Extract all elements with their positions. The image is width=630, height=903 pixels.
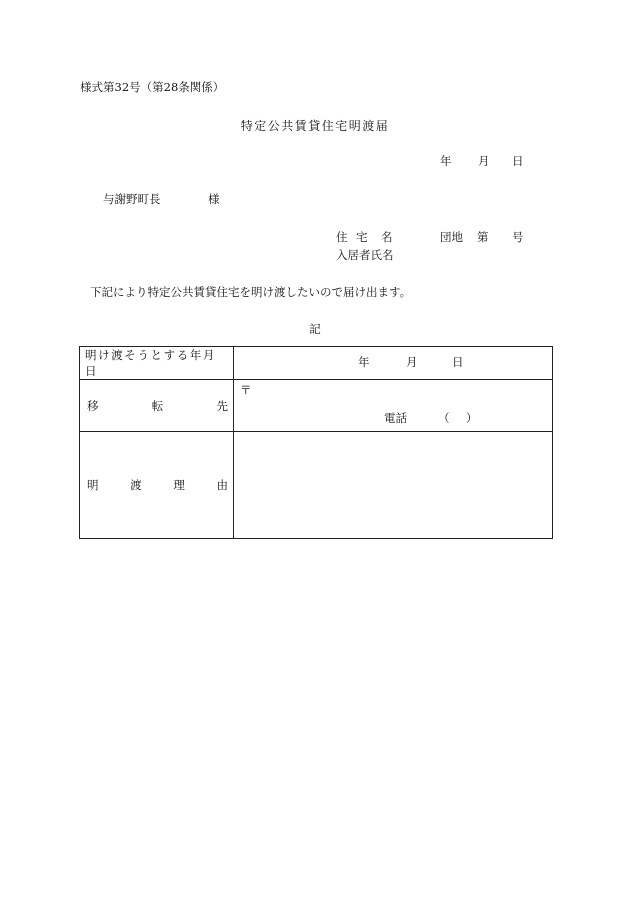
document-title: 特定公共賃貸住宅明渡届 bbox=[240, 119, 390, 133]
vacate-reason-label bbox=[80, 477, 233, 493]
danchi-label: 団地 bbox=[440, 230, 463, 244]
table-row bbox=[80, 432, 553, 539]
vacate-reason-label-cell bbox=[80, 432, 234, 539]
resident-name-label: 入居者氏名 bbox=[336, 248, 394, 262]
statement-text: 下記により特定公共賃貸住宅を明け渡したいので届け出ます。 bbox=[90, 285, 412, 299]
gou-label: 号 bbox=[512, 230, 524, 244]
vacate-month-label: 月 bbox=[406, 355, 418, 369]
record-heading: 記 bbox=[309, 322, 321, 336]
vacate-reason-label-char: 由 bbox=[216, 478, 228, 492]
vacate-reason-value-cell[interactable] bbox=[234, 432, 553, 539]
vacate-reason-label-char: 渡 bbox=[130, 478, 142, 492]
vacate-reason-label-char: 理 bbox=[173, 478, 185, 492]
new-address-label-char: 先 bbox=[216, 398, 228, 413]
date-month-label: 月 bbox=[478, 154, 490, 168]
phone-label: 電話 bbox=[384, 411, 407, 425]
table-row bbox=[80, 347, 553, 380]
vacate-day-label: 日 bbox=[452, 355, 464, 369]
phone-paren-open: （ bbox=[438, 411, 450, 425]
phone-paren-close: ） bbox=[466, 411, 478, 425]
dai-label: 第 bbox=[477, 230, 489, 244]
vacate-date-value-cell[interactable] bbox=[234, 347, 553, 380]
new-address-label bbox=[80, 398, 233, 414]
vacate-details-table bbox=[79, 346, 553, 539]
new-address-label-char: 移 bbox=[87, 398, 99, 413]
form-number: 様式第32号（第28条関係） bbox=[80, 80, 225, 94]
housing-name-label-char: 宅 bbox=[356, 230, 368, 244]
date-year-label: 年 bbox=[440, 154, 452, 168]
housing-name-label-char: 住 bbox=[336, 230, 348, 244]
addressee-name: 与謝野町長 bbox=[103, 192, 161, 206]
vacate-date-label-cell bbox=[80, 347, 234, 380]
date-day-label: 日 bbox=[512, 154, 524, 168]
housing-name-label-char: 名 bbox=[381, 230, 393, 244]
table-row bbox=[80, 380, 553, 432]
vacate-date-label: 明け渡そうとする年月日 bbox=[85, 348, 216, 378]
addressee-honorific: 様 bbox=[208, 192, 220, 206]
new-address-label-cell bbox=[80, 380, 234, 432]
vacate-year-label: 年 bbox=[358, 355, 370, 369]
vacate-reason-label-char: 明 bbox=[87, 478, 99, 492]
new-address-label-char: 転 bbox=[151, 398, 164, 413]
new-address-value-cell[interactable] bbox=[234, 380, 553, 432]
postal-mark: 〒 bbox=[240, 383, 252, 397]
